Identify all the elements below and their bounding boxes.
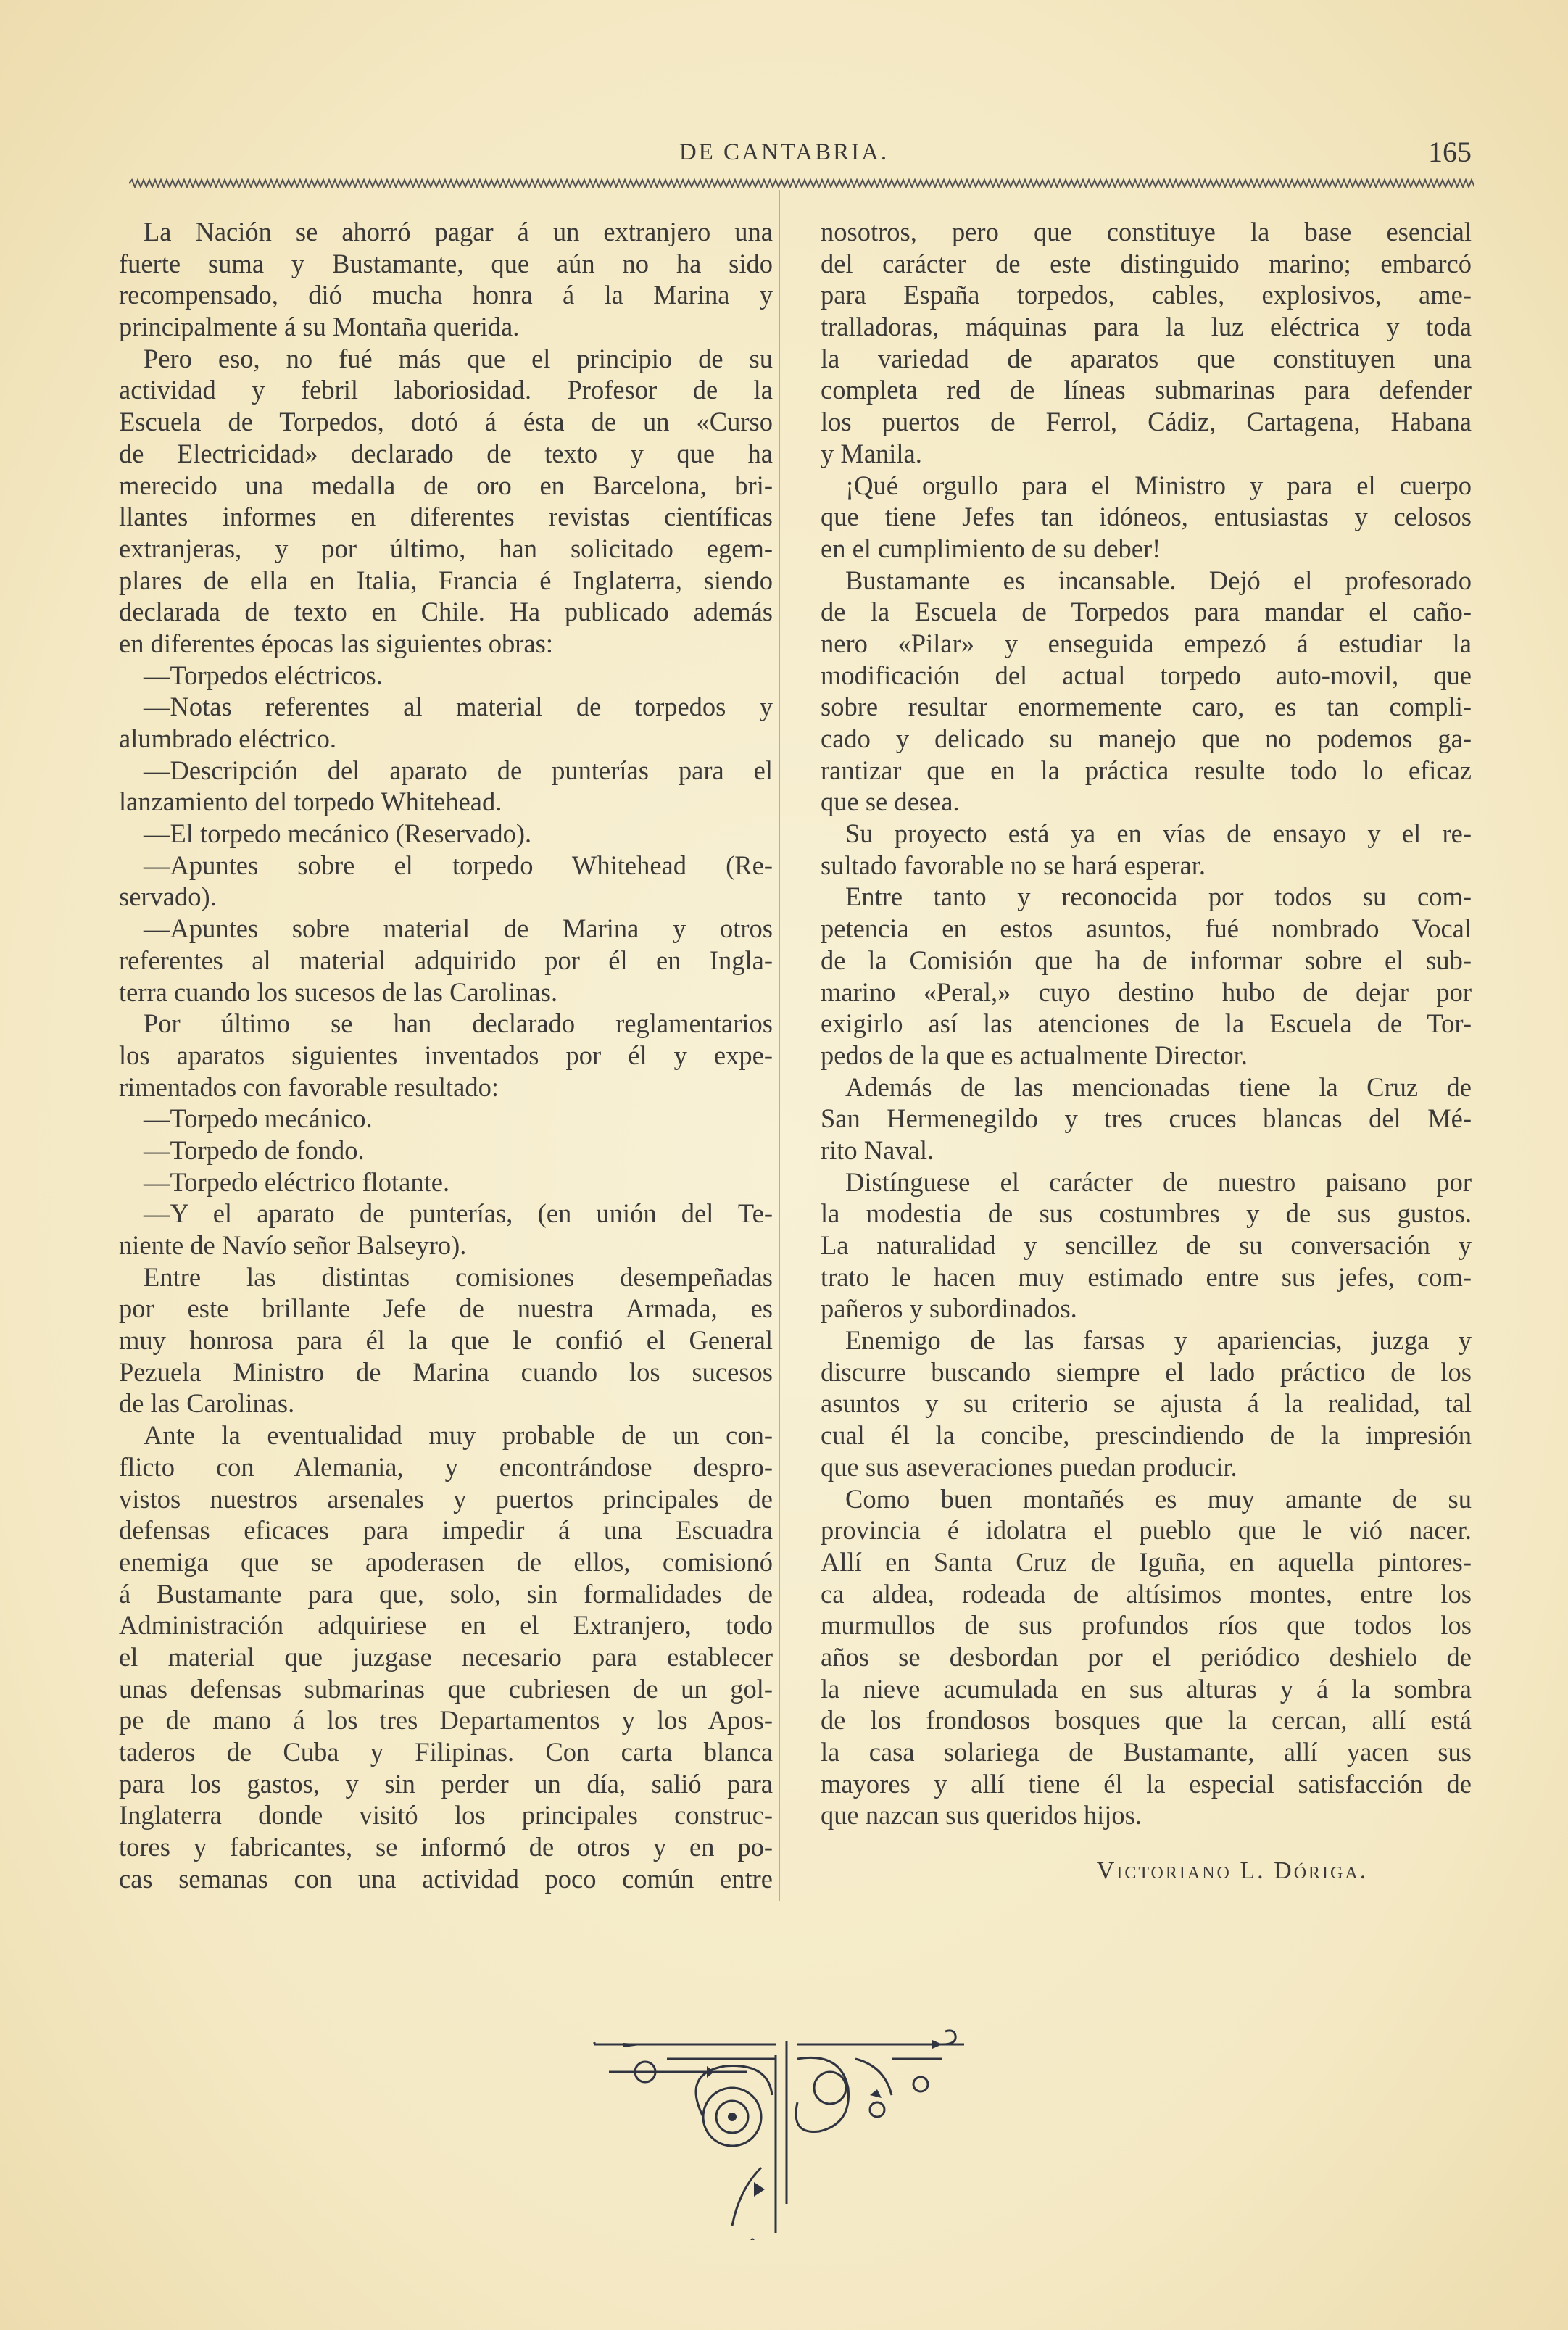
text-line: de las Carolinas. xyxy=(119,1388,295,1419)
text-line: Distínguese el carácter de nuestro paisano por xyxy=(845,1166,1472,1197)
text-line: vistos nuestros arsenales y puertos principales de xyxy=(119,1483,773,1514)
text-line: cas semanas con una actividad poco común entre xyxy=(119,1863,773,1894)
text-line: alumbrado eléctrico. xyxy=(119,724,336,753)
text-line: taderos de Cuba y Filipinas. Con carta blanca xyxy=(119,1737,773,1767)
text-line: La Nación se ahorró pagar á un extranjero una xyxy=(144,217,773,246)
text-line: petencia en estos asuntos, fué nombrado Vocal xyxy=(821,913,1472,944)
text-line: rimentados con favorable resultado: xyxy=(119,1071,499,1102)
text-line: niente de Navío señor Balseyro). xyxy=(119,1230,467,1260)
paragraph xyxy=(119,1198,773,1261)
text-line: La naturalidad y sencillez de su conversación y xyxy=(821,1230,1472,1260)
text-line: pe de mano á los tres Departamentos y los Apos- xyxy=(119,1705,773,1736)
text-line: para España torpedos, cables, explosivos, ame- xyxy=(821,280,1472,310)
text-line: ¡Qué orgullo para el Ministro y para el cuerpo xyxy=(845,470,1472,500)
text-line: por este brillante Jefe de nuestra Armada, es xyxy=(119,1293,773,1324)
text-line: Entre tanto y reconocida por todos su com- xyxy=(845,882,1472,912)
text-line: pañeros y subordinados. xyxy=(821,1293,1077,1324)
text-line: —El torpedo mecánico (Reservado). xyxy=(144,818,532,849)
paragraph xyxy=(821,216,1472,470)
paragraph xyxy=(119,343,773,660)
paragraph xyxy=(119,660,773,692)
author-signature: Victoriano L. Dóriga. xyxy=(1096,1857,1369,1884)
text-line: marino «Peral,» cuyo destino hubo de dejar por xyxy=(821,977,1472,1007)
paragraph xyxy=(821,818,1472,881)
text-line: Su proyecto está ya en vías de ensayo y el re- xyxy=(845,818,1472,849)
text-line: ca aldea, rodeada de altísimos montes, entre los xyxy=(821,1578,1472,1609)
text-line: cado y delicado su manejo que no podemos ga- xyxy=(821,724,1472,753)
text-line: rito Naval. xyxy=(821,1135,934,1165)
text-line: extranjeras, y por último, han solicitado egem- xyxy=(119,533,773,563)
text-line: y Manila. xyxy=(821,438,922,468)
text-line: tores y fabricantes, se informó de otros y en po- xyxy=(119,1832,773,1862)
text-line: completa red de líneas submarinas para defender xyxy=(821,375,1472,405)
text-line: Por último se han declarado reglamentarios xyxy=(144,1008,773,1039)
paragraph xyxy=(119,1008,773,1103)
text-line: cual él la concibe, prescindiendo de la impresión xyxy=(821,1420,1472,1451)
text-line: Pero eso, no fué más que el principio de su xyxy=(144,343,773,373)
text-line: murmullos de sus profundos ríos que todos los xyxy=(821,1610,1472,1641)
text-line: lanzamiento del torpedo Whitehead. xyxy=(119,787,502,817)
right-column xyxy=(821,216,1472,1831)
text-line: pedos de la que es actualmente Director. xyxy=(821,1040,1248,1070)
text-line: modificación del actual torpedo auto-movil, que xyxy=(821,660,1472,690)
text-line: —Notas referentes al material de torpedos y xyxy=(144,692,773,722)
text-line: muy honrosa para él la que le confió el General xyxy=(119,1325,773,1356)
text-line: Pezuela Ministro de Marina cuando los sucesos xyxy=(119,1356,773,1387)
text-line: Como buen montañés es muy amante de su xyxy=(845,1483,1472,1514)
paragraph xyxy=(821,1483,1472,1832)
text-line: nosotros, pero que constituye la base esencial xyxy=(821,217,1472,246)
text-line: sultado favorable no se hará esperar. xyxy=(821,850,1206,880)
text-line: Entre las distintas comisiones desempeñadas xyxy=(144,1261,773,1292)
paragraph xyxy=(119,1261,773,1419)
left-column xyxy=(119,216,773,1894)
text-line: que se desea. xyxy=(821,787,960,817)
text-line: Inglaterra donde visitó los principales construc- xyxy=(119,1800,773,1831)
text-line: que tiene Jefes tan idóneos, entusiastas y celosos xyxy=(821,502,1472,532)
text-line: servado). xyxy=(119,882,217,912)
text-line: la casa solariega de Bustamante, allí yacen sus xyxy=(821,1737,1472,1767)
text-line: —Torpedo mecánico. xyxy=(144,1103,373,1134)
text-line: declarada de texto en Chile. Ha publicado además xyxy=(119,597,773,627)
text-line: Bustamante es incansable. Dejó el profesorado xyxy=(845,565,1472,595)
text-line: los puertos de Ferrol, Cádiz, Cartagena, Habana xyxy=(821,407,1472,437)
text-line: Administración adquiriese en el Extranjero, todo xyxy=(119,1610,773,1641)
text-line: —Torpedo eléctrico flotante. xyxy=(144,1166,450,1197)
text-line: los aparatos siguientes inventados por él y expe- xyxy=(119,1040,773,1070)
text-line: Además de las mencionadas tiene la Cruz de xyxy=(845,1071,1472,1102)
text-line: recompensado, dió mucha honra á la Marina y xyxy=(119,280,773,310)
paragraph xyxy=(821,881,1472,1071)
text-line: defensas eficaces para impedir á una Escuadra xyxy=(119,1515,773,1546)
text-line: —Descripción del aparato de punterías para el xyxy=(144,755,773,785)
text-line: en el cumplimiento de su deber! xyxy=(821,533,1161,563)
text-line: —Torpedo de fondo. xyxy=(144,1135,365,1165)
text-line: el material que juzgase necesario para establecer xyxy=(119,1641,773,1672)
decorative-tailpiece-ornament xyxy=(580,2023,1000,2240)
text-line: de Electricidad» declarado de texto y que ha xyxy=(119,438,773,468)
text-line: San Hermenegildo y tres cruces blancas del Mé- xyxy=(821,1103,1472,1134)
paragraph xyxy=(119,850,773,913)
paragraph xyxy=(821,1071,1472,1166)
text-line: tralladoras, máquinas para la luz eléctrica y toda xyxy=(821,312,1472,342)
text-line: trato le hacen muy estimado entre sus jefes, com- xyxy=(821,1261,1472,1292)
text-line: fuerte suma y Bustamante, que aún no ha sido xyxy=(119,248,773,278)
text-line: Ante la eventualidad muy probable de un con- xyxy=(144,1420,773,1451)
text-line: plares de ella en Italia, Francia é Inglaterra, siendo xyxy=(119,565,773,595)
text-line: asuntos y su criterio se ajusta á la realidad, tal xyxy=(821,1388,1472,1419)
text-line: Enemigo de las farsas y apariencias, juzga y xyxy=(845,1325,1472,1356)
text-line: de la Escuela de Torpedos para mandar el caño- xyxy=(821,597,1472,627)
text-line: nero «Pilar» y enseguida empezó á estudiar la xyxy=(821,628,1472,658)
page-number: 165 xyxy=(1428,136,1472,168)
text-line: —Apuntes sobre el torpedo Whitehead (Re- xyxy=(144,850,773,880)
text-line: terra cuando los sucesos de las Carolinas. xyxy=(119,977,558,1007)
paragraph xyxy=(119,818,773,850)
text-line: para los gastos, y sin perder un día, salió para xyxy=(119,1768,773,1799)
text-line: unas defensas submarinas que cubriesen de un gol- xyxy=(119,1673,773,1704)
text-line: —Torpedos eléctricos. xyxy=(144,660,383,690)
text-line: exigirlo así las atenciones de la Escuela de Tor- xyxy=(821,1008,1472,1039)
text-line: llantes informes en diferentes revistas científicas xyxy=(119,502,773,532)
text-line: sobre resultar enormemente caro, es tan compli- xyxy=(821,692,1472,722)
running-header: DE CANTABRIA. xyxy=(679,139,889,165)
paragraph xyxy=(119,755,773,818)
paragraph xyxy=(821,1324,1472,1483)
text-line: enemiga que se apoderasen de ellos, comisionó xyxy=(119,1546,773,1577)
paragraph xyxy=(119,216,773,343)
text-line: provincia é idolatra el pueblo que le vió nacer. xyxy=(821,1515,1472,1546)
text-line: Escuela de Torpedos, dotó á ésta de un «Curso xyxy=(119,407,773,437)
text-line: mayores y allí tiene él la especial satisfacción de xyxy=(821,1768,1472,1799)
text-line: rantizar que en la práctica resulte todo lo eficaz xyxy=(821,755,1472,785)
text-line: la variedad de aparatos que constituyen una xyxy=(821,343,1472,373)
paragraph xyxy=(119,691,773,754)
text-line: actividad y febril laboriosidad. Profesor de la xyxy=(119,375,773,405)
paragraph xyxy=(119,1103,773,1135)
text-line: —Y el aparato de punterías, (en unión del Te- xyxy=(144,1198,773,1229)
paragraph xyxy=(119,1135,773,1166)
text-line: discurre buscando siempre el lado práctico de los xyxy=(821,1356,1472,1387)
paragraph xyxy=(119,1419,773,1894)
text-line: la modestia de sus costumbres y de sus gustos. xyxy=(821,1198,1472,1229)
text-line: á Bustamante para que, solo, sin formalidades de xyxy=(119,1578,773,1609)
paragraph xyxy=(119,1166,773,1198)
text-line: —Apuntes sobre material de Marina y otros xyxy=(144,913,773,944)
text-line: merecido una medalla de oro en Barcelona, bri- xyxy=(119,470,773,500)
text-line: principalmente á su Montaña querida. xyxy=(119,312,520,342)
text-line: Allí en Santa Cruz de Iguña, en aquella pintores- xyxy=(821,1546,1472,1577)
paragraph xyxy=(821,565,1472,818)
text-line: que nazcan sus queridos hijos. xyxy=(821,1800,1142,1831)
text-line: la nieve acumulada en sus alturas y á la sombra xyxy=(821,1673,1472,1704)
text-line: del carácter de este distinguido marino; embarcó xyxy=(821,248,1472,278)
column-divider xyxy=(779,190,780,1901)
text-line: que sus aseveraciones puedan producir. xyxy=(821,1451,1237,1482)
text-line: referentes al material adquirido por él en Ingla- xyxy=(119,945,773,975)
text-line: de la Comisión que ha de informar sobre el sub- xyxy=(821,945,1472,975)
text-line: flicto con Alemania, y encontrándose despro- xyxy=(119,1451,773,1482)
paragraph xyxy=(119,913,773,1008)
wavy-header-rule xyxy=(129,178,1474,188)
text-line: años se desbordan por el periódico deshielo de xyxy=(821,1641,1472,1672)
text-line: de los frondosos bosques que la cercan, allí está xyxy=(821,1705,1472,1736)
paragraph xyxy=(821,1166,1472,1324)
paragraph xyxy=(821,470,1472,565)
text-line: en diferentes épocas las siguientes obras: xyxy=(119,628,554,658)
